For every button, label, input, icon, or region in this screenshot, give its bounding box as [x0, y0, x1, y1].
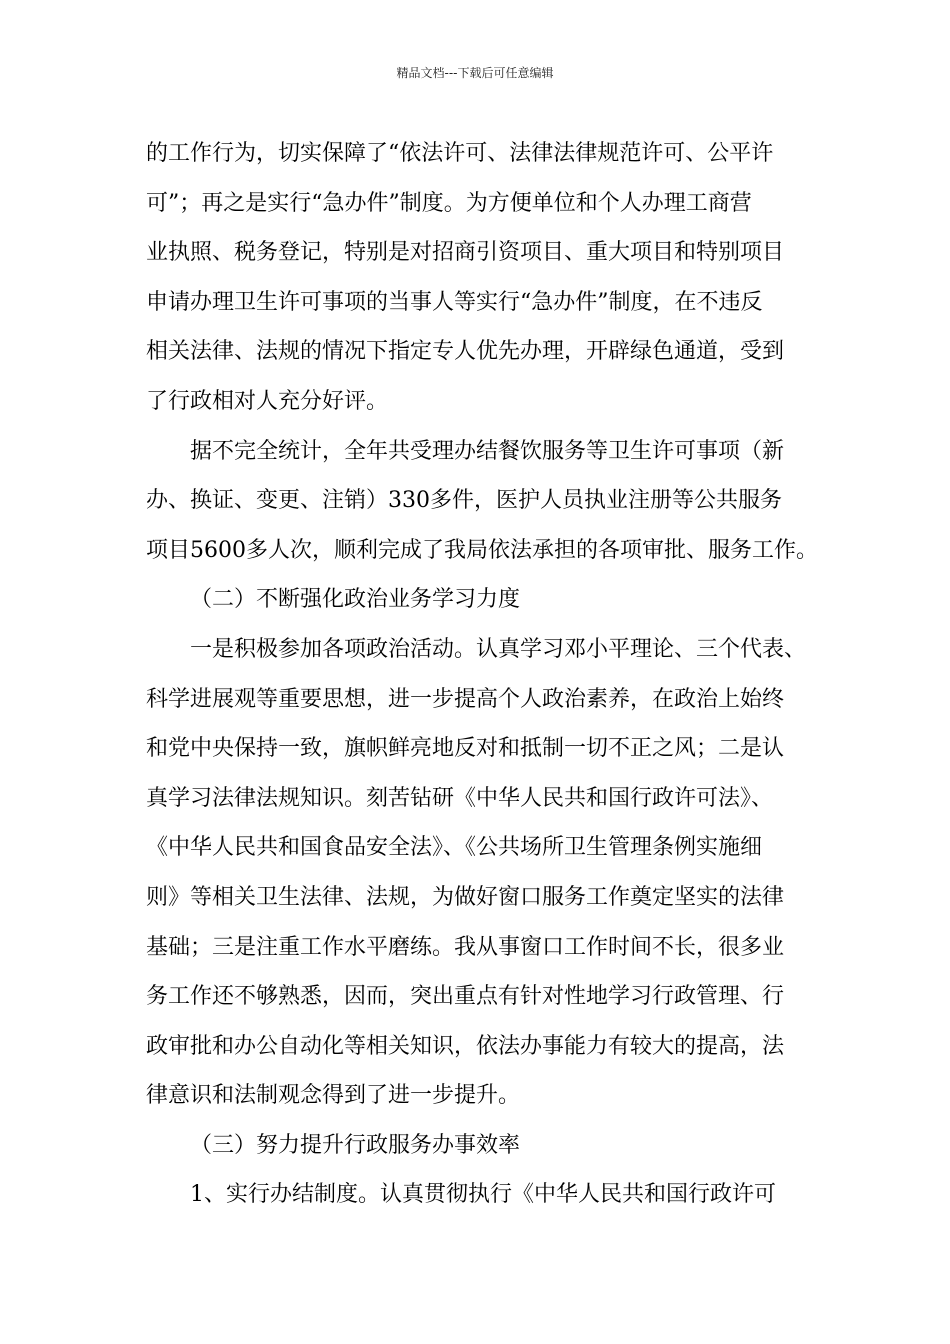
- text-line: 《中华人民共和国食品安全法》、《公共场所卫生管理条例实施细: [146, 835, 763, 861]
- text-line: 申请办理卫生许可事项的当事人等实行“急办件”制度，在不违反: [146, 289, 763, 315]
- page-header: 精品文档---下载后可任意编辑: [396, 66, 554, 80]
- text-line: 科学进展观等重要思想，进一步提高个人政治素养，在政治上始终: [146, 686, 785, 712]
- text-line: 政审批和办公自动化等相关知识，依法办事能力有较大的提高，法: [146, 1033, 785, 1059]
- text-line: 可”；再之是实行“急办件”制度。为方便单位和个人办理工商营: [146, 190, 752, 216]
- paragraph-start-line: 1、实行办结制度。认真贯彻执行《中华人民共和国行政许可: [190, 1182, 776, 1208]
- text-line: 律意识和法制观念得到了进一步提升。: [146, 1083, 521, 1109]
- paragraph-start-line: 据不完全统计，全年共受理办结餐饮服务等卫生许可事项（新: [190, 438, 785, 464]
- text-line: 项目5600多人次，顺利完成了我局依法承担的各项审批、服务工作。: [146, 537, 818, 563]
- text-line: 真学习法律法规知识。刻苦钻研《中华人民共和国行政许可法》、: [146, 785, 774, 811]
- text-line: 的工作行为，切实保障了“依法许可、法律法律规范许可、公平许: [146, 141, 774, 166]
- text-line: 基础；三是注重工作水平磨练。我从事窗口工作时间不长，很多业: [146, 934, 785, 960]
- text-line: 了行政相对人充分好评。: [146, 388, 389, 414]
- paragraph-start-line: 一是积极参加各项政治活动。认真学习邓小平理论、三个代表、: [190, 636, 807, 662]
- text-line: 和党中央保持一致，旗帜鲜亮地反对和抵制一切不正之风；二是认: [146, 736, 785, 762]
- text-line: 业执照、税务登记，特别是对招商引资项目、重大项目和特别项目: [146, 240, 785, 266]
- section-heading-2: （二）不断强化政治业务学习力度: [190, 587, 521, 613]
- text-line: 则》等相关卫生法律、法规，为做好窗口服务工作奠定坚实的法律: [146, 884, 785, 910]
- document-body: [146, 129, 816, 1220]
- text-line: 办、换证、变更、注销）330多件，医护人员执业注册等公共服务: [146, 488, 782, 514]
- section-heading-3: （三）努力提升行政服务办事效率: [190, 1132, 521, 1158]
- text-line: 务工作还不够熟悉，因而，突出重点有针对性地学习行政管理、行: [146, 984, 785, 1010]
- text-line: 相关法律、法规的情况下指定专人优先办理，开辟绿色通道，受到: [146, 339, 785, 365]
